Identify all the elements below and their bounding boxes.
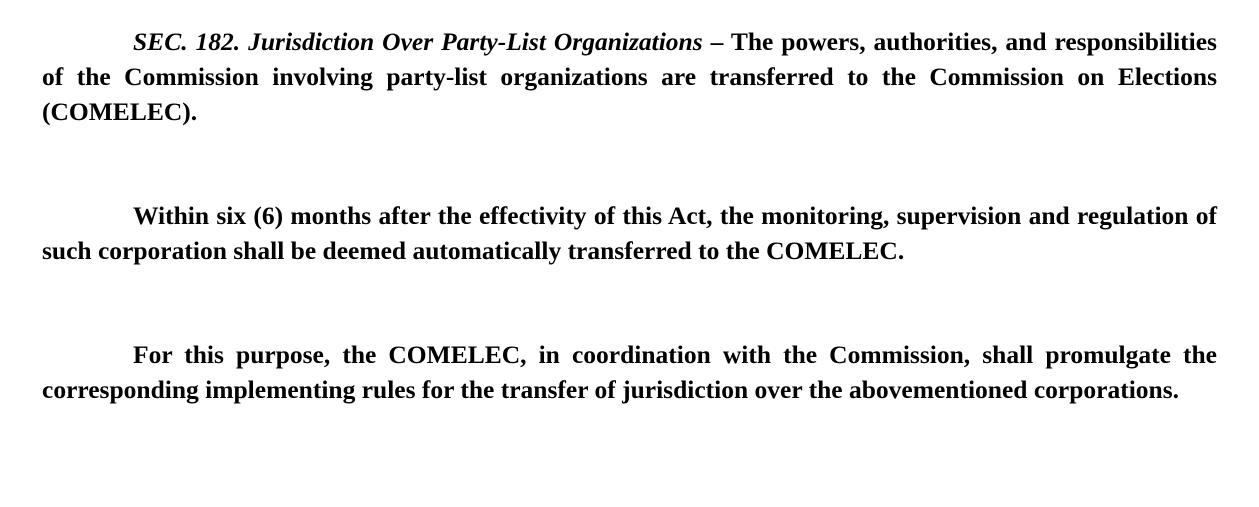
transfer-timeline-paragraph: Within six (6) months after the effectivity of this Act, the monitoring, supervision and regulation of such corporation shall be deemed automatically transferred to the COMELEC. bbox=[42, 201, 1217, 265]
implementing-rules-paragraph: For this purpose, the COMELEC, in coordination with the Commission, shall promulgate the corresponding implementing rules for the transfer of jurisdiction over the abovementioned corporations. bbox=[42, 340, 1217, 404]
section-body: The powers, authorities, and responsibilities of the Commission involving party-list organizations are transferred to the Commission on Elections (COMELEC). bbox=[42, 27, 1217, 126]
section-182-paragraph bbox=[42, 24, 1217, 129]
section-heading: SEC. 182. Jurisdiction Over Party-List Organizations bbox=[133, 27, 703, 56]
document-page bbox=[42, 24, 1217, 407]
heading-separator: – bbox=[702, 27, 731, 56]
